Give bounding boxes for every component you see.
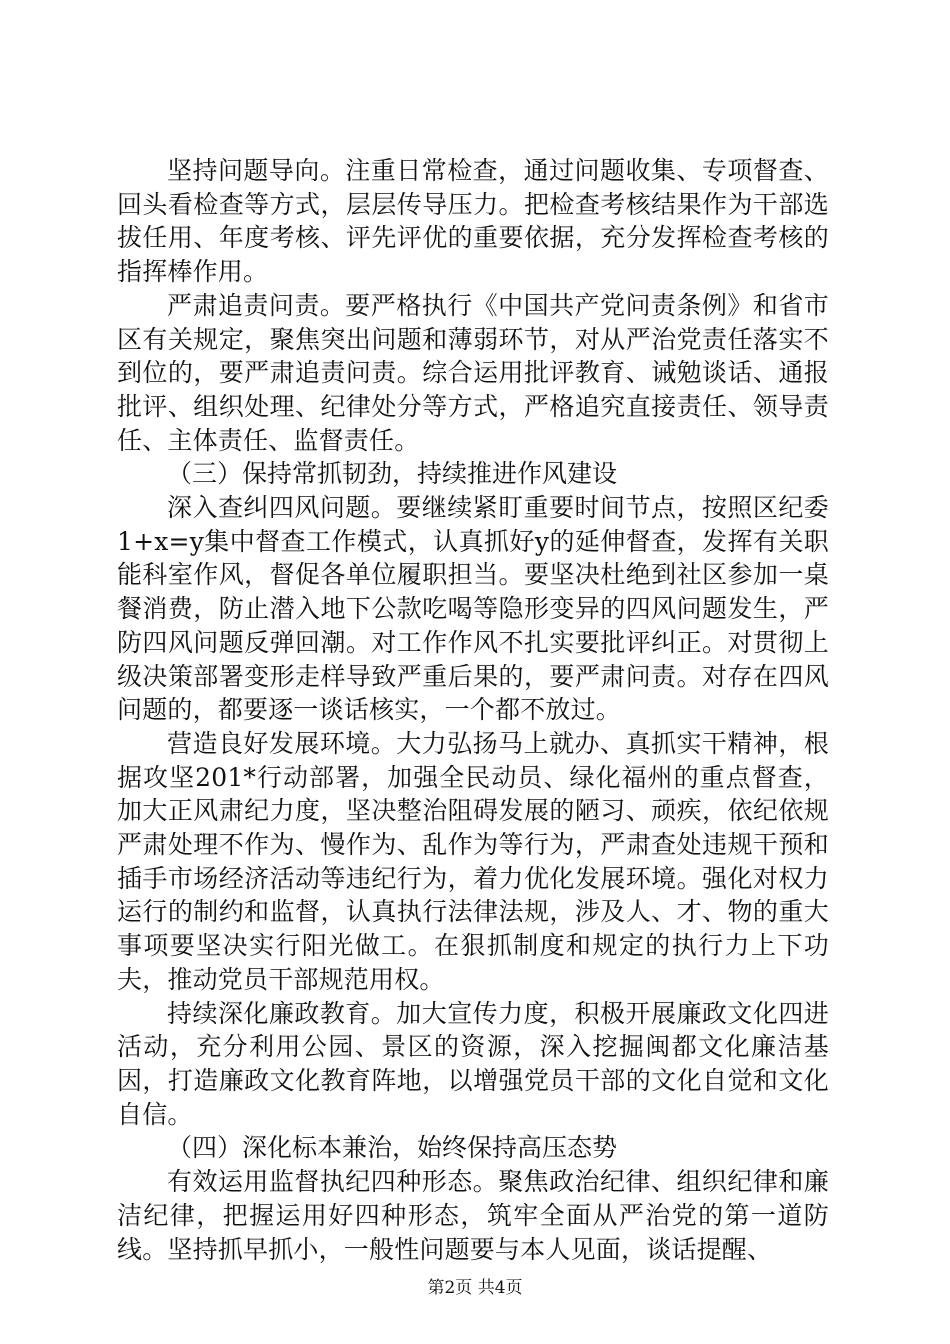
page-number-footer: 第2页 共4页 [427, 1278, 523, 1298]
section-heading-four: （四）深化标本兼治，始终保持高压态势 [167, 1133, 618, 1163]
paragraph-integrity-education: 持续深化廉政教育。加大宣传力度，积极开展廉政文化四进活动，充分利用公园、景区的资源，深入挖掘闽都文化廉洁基因，打造廉政文化教育阵地，以增强党员干部的文化自觉和文化自信。 [117, 998, 829, 1129]
paragraph-four-forms: 有效运用监督执纪四种形态。聚焦政治纪律、组织纪律和廉洁纪律，把握运用好四种形态，筑牢全面从严治党的第一道防线。坚持抓早抓小，一般性问题要与本人见面，谈话提醒、 [117, 1167, 829, 1264]
paragraph-development-environment: 营造良好发展环境。大力弘扬马上就办、真抓实干精神，根据攻坚201*行动部署，加强全民动员、绿化福州的重点督查，加大正风肃纪力度，坚决整治阻碍发展的陋习、顽疾，依纪依规严肃处理不作为、慢作为、乱作为等行为，严肃查处违规干预和插手市场经济活动等违纪行为，着力优化发展环境。强化对权力运行的制约和监督，认真执行法律法规，涉及人、才、物的重大事项要坚决实行阳光做工。在狠抓制度和规定的执行力上下功夫，推动党员干部规范用权。 [117, 728, 829, 994]
paragraph-four-styles: 深入查纠四风问题。要继续紧盯重要时间节点，按照区纪委1+x=y集中督查工作模式，认真抓好y的延伸督查，发挥有关职能科室作风，督促各单位履职担当。要坚决杜绝到社区参加一桌餐消费，防止潜入地下公款吃喝等隐形变异的四风问题发生，严防四风问题反弹回潮。对工作作风不扎实要批评纠正。对贯彻上级决策部署变形走样导致严重后果的，要严肃问责。对存在四风问题的，都要逐一谈话核实，一个都不放过。 [117, 493, 829, 725]
paragraph-accountability: 严肃追责问责。要严格执行《中国共产党问责条例》和省市区有关规定，聚焦突出问题和薄弱环节，对从严治党责任落实不到位的，要严肃追责问责。综合运用批评教育、诫勉谈话、通报批评、组织处理、纪律处分等方式，严格追究直接责任、领导责任、主体责任、监督责任。 [117, 290, 829, 455]
paragraph-problem-orientation: 坚持问题导向。注重日常检查，通过问题收集、专项督查、回头看检查等方式，层层传导压力。把检查考核结果作为干部选拔任用、年度考核、评先评优的重要依据，充分发挥检查考核的指挥棒作用。 [117, 156, 829, 287]
section-heading-three: （三）保持常抓韧劲，持续推进作风建设 [167, 459, 618, 489]
document-body [117, 154, 829, 1266]
